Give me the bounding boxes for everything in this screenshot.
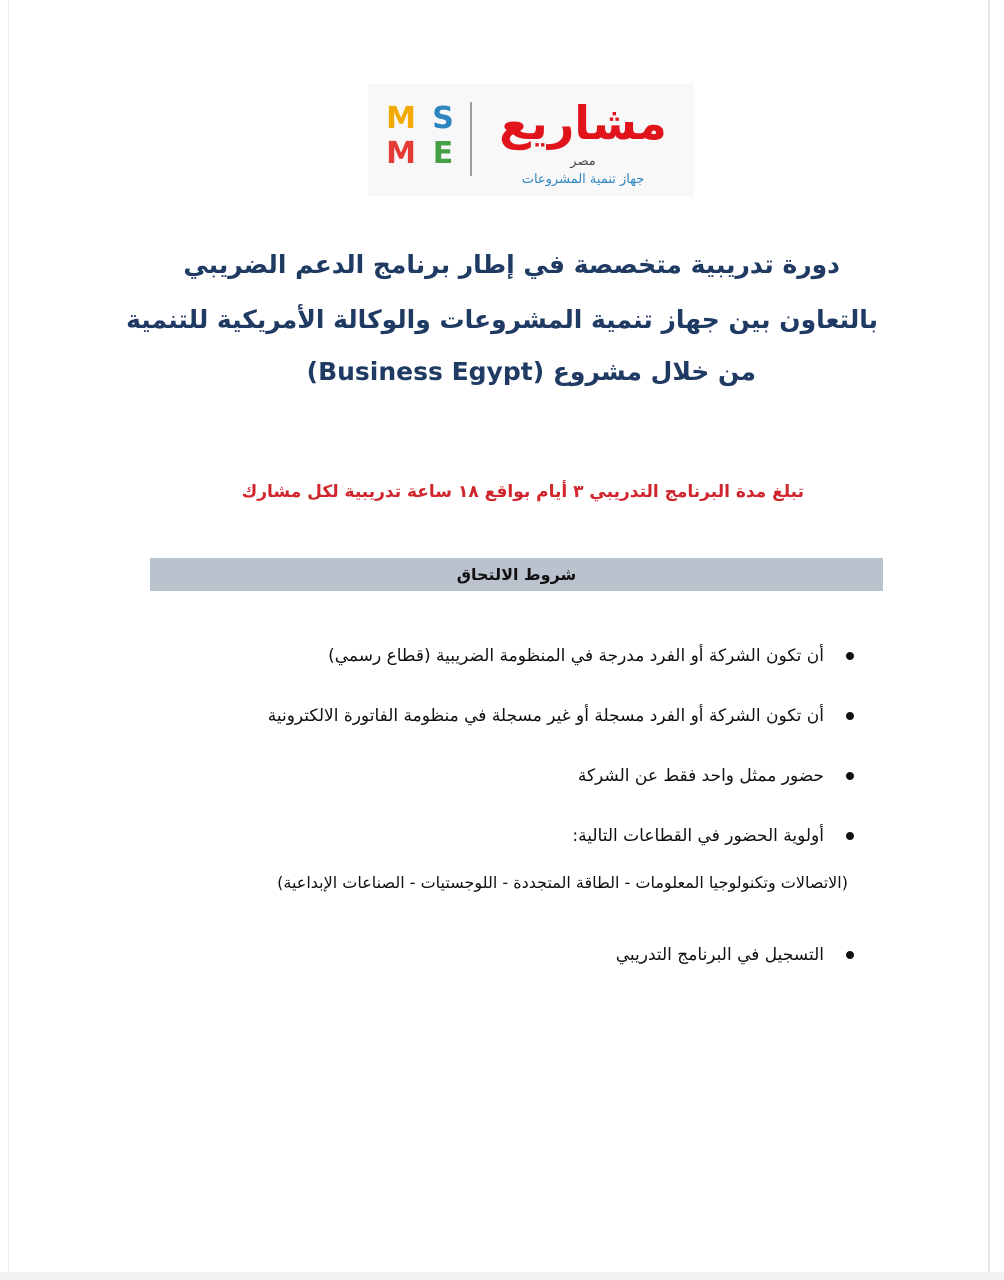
list-item: [578, 766, 854, 786]
logo-tagline: جهاز تنمية المشروعات: [521, 172, 645, 187]
logo-arabic-name: [478, 88, 688, 158]
title-line-1: دورة تدريبية متخصصة في إطار برنامج الدعم الضريبي: [183, 250, 840, 279]
bullet-icon: [846, 652, 854, 660]
list-item-text: حضور ممثل واحد فقط عن الشركة: [577, 766, 824, 786]
section-heading: شروط الالتحاق: [456, 565, 577, 584]
bullet-icon: [846, 832, 854, 840]
logo-letter: M: [386, 136, 416, 171]
list-item-text: التسجيل في البرنامج التدريبي: [615, 945, 824, 965]
list-item-text: أن تكون الشركة أو الفرد مدرجة في المنظومة الضريبية (قطاع رسمي): [328, 646, 824, 666]
sectors-note: (الاتصالات وتكنولوجيا المعلومات - الطاقة المتجددة - اللوجستيات - الصناعات الإبداعية): [277, 873, 848, 892]
bullet-icon: [846, 951, 854, 959]
logo-letter: M: [386, 101, 416, 136]
bullet-icon: [846, 772, 854, 780]
logo-divider: [470, 102, 472, 176]
logo-letter: S: [432, 101, 454, 136]
list-item: [616, 945, 854, 965]
list-item: [328, 646, 854, 666]
msme-logo: [368, 84, 694, 196]
list-item: [572, 826, 854, 846]
bullet-icon: [846, 712, 854, 720]
logo-arabic-sub: مصر: [570, 154, 596, 169]
list-item-text: أن تكون الشركة أو الفرد مسجلة أو غير مسجلة في منظومة الفاتورة الالكترونية: [267, 706, 824, 726]
program-duration: تبلغ مدة البرنامج التدريبي ٣ أيام بواقع ١٨ ساعة تدريبية لكل مشارك: [241, 482, 804, 502]
logo-letter: E: [432, 136, 454, 171]
list-item-text: أولوية الحضور في القطاعات التالية:: [572, 826, 824, 846]
msme-logo-mark: [380, 102, 464, 172]
title-line-2: بالتعاون بين جهاز تنمية المشروعات والوكالة الأمريكية للتنمية: [126, 305, 878, 334]
logo-arabic-name-text: مشاريع: [499, 96, 667, 150]
section-header-bar: [150, 558, 883, 591]
page-bottom-edge: [0, 1272, 1004, 1280]
title-line-3: من خلال مشروع (Business Egypt): [306, 357, 756, 386]
list-item: [268, 706, 854, 726]
